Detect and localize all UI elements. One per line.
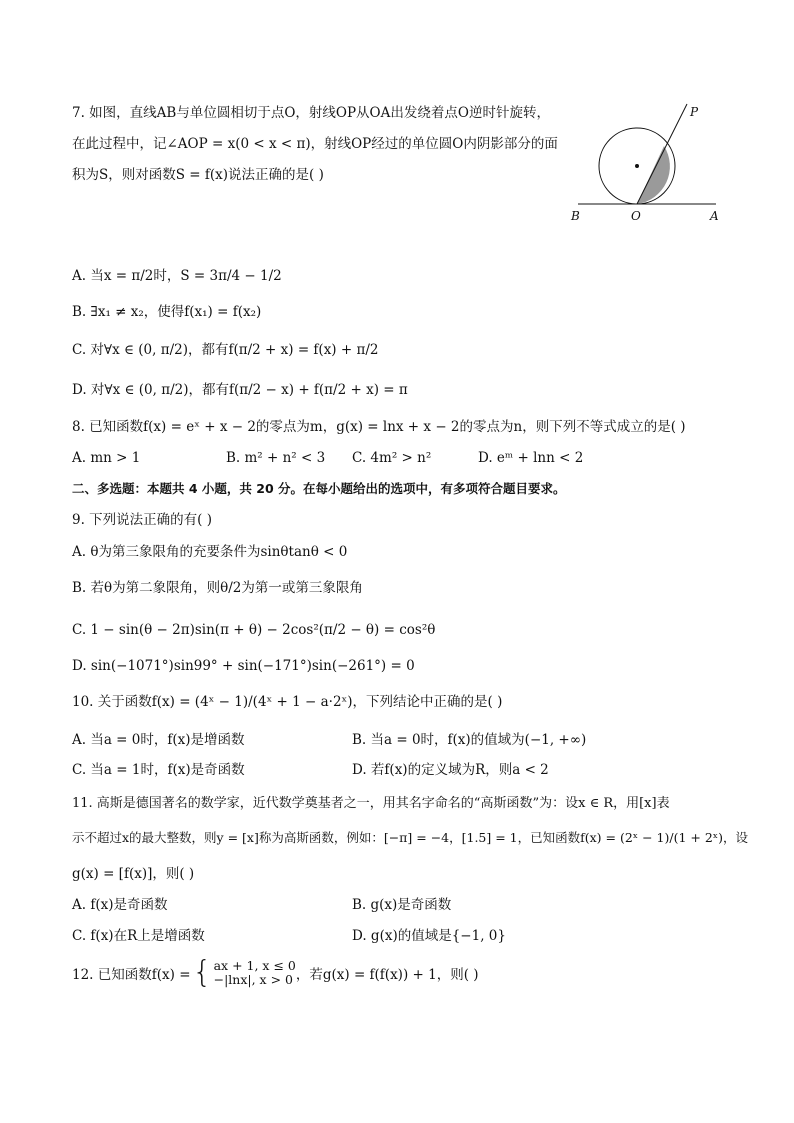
q8-option-d: D. eᵐ + lnn < 2	[478, 450, 584, 466]
q7-label-p: P	[690, 105, 699, 119]
q11-stem-line1: 11. 高斯是德国著名的数学家，近代数学奠基者之一，用其名字命名的“高斯函数”为：设x ∈ R，用[x]表	[72, 796, 670, 811]
q10-stem: 10. 关于函数f(x) = (4ˣ − 1)/(4ˣ + 1 − a·2ˣ)，下列结论中正确的是( )	[72, 694, 503, 710]
q12-stem	[72, 956, 479, 990]
q7-option-c: C. 对∀x ∈ (0, π/2)，都有f(π/2 + x) = f(x) + π/2	[72, 342, 379, 358]
q9-option-d: D. sin(−1071°)sin99° + sin(−171°)sin(−261°) = 0	[72, 658, 415, 674]
q9-option-c: C. 1 − sin(θ − 2π)sin(π + θ) − 2cos²(π/2 − θ) = cos²θ	[72, 622, 436, 638]
q8-option-c: C. 4m² > n²	[352, 450, 432, 466]
q7-option-a: A. 当x = π/2时，S = 3π/4 − 1/2	[72, 268, 282, 284]
q9-option-a: A. θ为第三象限角的充要条件为sinθtanθ < 0	[72, 544, 348, 560]
q12-case2: −|lnx|, x > 0	[213, 972, 293, 987]
q11-option-b: B. g(x)是奇函数	[352, 897, 452, 913]
q10-option-c: C. 当a = 1时，f(x)是奇函数	[72, 762, 245, 778]
q12-brace: {	[192, 955, 212, 990]
q8-stem: 8. 已知函数f(x) = eˣ + x − 2的零点为m，g(x) = lnx + x − 2的零点为n，则下列不等式成立的是( )	[72, 419, 686, 435]
q7-stem-line1: 7. 如图，直线AB与单位圆相切于点O，射线OP从OA出发绕着点O逆时针旋转，	[72, 105, 550, 121]
q7-shaded-segment	[637, 146, 670, 204]
q7-circle-center	[635, 164, 639, 168]
q11-option-a: A. f(x)是奇函数	[72, 897, 168, 913]
q9-option-b: B. 若θ为第二象限角，则θ/2为第一或第三象限角	[72, 580, 363, 596]
q7-label-b: B	[571, 209, 580, 223]
q12-case1: ax + 1, x ≤ 0	[213, 958, 296, 973]
q10-option-a: A. 当a = 0时，f(x)是增函数	[72, 732, 245, 748]
q7-option-d: D. 对∀x ∈ (0, π/2)，都有f(π/2 − x) + f(π/2 + x) = π	[72, 382, 408, 398]
q10-option-b: B. 当a = 0时，f(x)的值域为(−1, +∞)	[352, 732, 587, 748]
q7-option-b: B. ∃x₁ ≠ x₂，使得f(x₁) = f(x₂)	[72, 304, 262, 320]
q7-stem-line2: 在此过程中，记∠AOP = x(0 < x < π)，射线OP经过的单位圆O内阴影部分的面	[72, 136, 558, 152]
q7-stem-line3: 积为S，则对函数S = f(x)说法正确的是( )	[72, 167, 324, 183]
q9-stem: 9. 下列说法正确的有( )	[72, 512, 212, 528]
q8-option-b: B. m² + n² < 3	[226, 450, 326, 466]
q11-stem-line3: g(x) = [f(x)]，则( )	[72, 866, 195, 882]
q10-option-d: D. 若f(x)的定义域为R，则a < 2	[352, 762, 549, 778]
q7-label-a: A	[710, 209, 719, 223]
q11-option-c: C. f(x)在R上是增函数	[72, 928, 205, 944]
section2-heading: 二、多选题：本题共 4 小题，共 20 分。在每小题给出的选项中，有多项符合题目要求。	[72, 481, 566, 496]
q11-option-d: D. g(x)的值域是{−1, 0}	[352, 928, 506, 944]
q7-figure	[566, 96, 736, 230]
q7-label-o: O	[631, 209, 641, 223]
q12-cases	[214, 959, 296, 987]
q12-stem-suffix: ，若g(x) = f(f(x)) + 1，则( )	[295, 967, 479, 983]
q12-stem-prefix: 12. 已知函数f(x) =	[72, 967, 191, 983]
q8-option-a: A. mn > 1	[72, 450, 141, 466]
q11-stem-line2: 示不超过x的最大整数，则y = [x]称为高斯函数，例如：[−π] = −4，[1.5] = 1，已知函数f(x) = (2ˣ − 1)/(1 + 2ˣ)，设	[72, 830, 748, 845]
